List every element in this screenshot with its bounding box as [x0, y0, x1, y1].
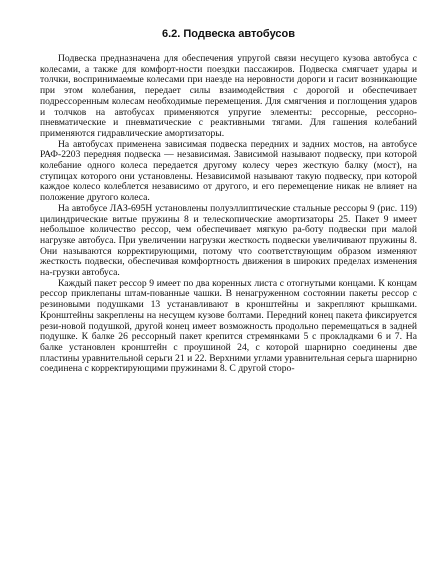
section-title: 6.2. Подвеска автобусов [161, 28, 296, 40]
paragraph-laz-springs: На автобусе ЛАЗ-695Н установлены полуэллиптические стальные рессоры 9 (рис. 119) цилиндрические витые пружины 8 и телескопические амортизаторы 25. Пакет 9 имеет небольшое количество рессор, чем обеспечивает мягкую ра-боту подвески при малой нагрузке автобуса. При увеличении нагрузки жесткость подвески увеличивают пружины 8. Они называются корректирующими, потому что соответствующим образом изменяют жесткость подвески, обеспечивая комфортность движения в широких пределах изменения на-грузки автобуса. [40, 202, 417, 279]
paragraph-intro: Подвеска предназначена для обеспечения упругой связи несущего кузова автобуса с колесами, а также для комфорт-ности поездки пассажиров. Подвеска смягчает удары и толчки, воспринимаемые колесами при наезде на неровности дороги и гасит возникающие при этом колебания, передает силы взаимодействия с дорогой и обеспечивает подрессоренным колесам необходимые перемещения. Для смягчения и поглощения ударов и толчков на автобусах применяются упругие элементы: рессорные, рессорно-пневматические и пневматические с реактивными тягами. Для гашения колебаний применяются гидравлические амортизаторы. [40, 53, 417, 139]
paragraph-suspension-types: На автобусах применена зависимая подвеска передних и задних мостов, на автобусе РАФ-2203 передняя подвеска — независимая. Зависимой называют подвеску, при которой колебание одного колеса передается другому колесу через жесткую балку (мост), на ступицах которого они установлены. Независимой называют такую подвеску, при которой каждое колесо колеблется независимо от другого, и его перемещение никак не влияет на положение другого колеса. [40, 138, 417, 204]
paragraph-spring-pack: Каждый пакет рессор 9 имеет по два коренных листа с отогнутыми концами. К концам рессор приклепаны штам-пованные чашки. В ненагруженном состоянии пакеты рессор с резиновыми подушками 13 устанавливают в кронштейны и закрепляют крышками. Кронштейны закреплены на несущем кузове болтами. Передний конец пакета фиксируется рези-новой подушкой, другой конец имеет возможность продольно перемещаться в задней подушке. К балке 26 рессорный пакет крепится стремянками 5 с прокладками 6 и 7. На балке установлен кронштейн с проушиной 24, с которой шарнирно соединены две пластины уравнительной серьги 21 и 22. Верхними углами уравнительная серьга шарнирно соединена с корректирующими пружинами 8. С другой сторо- [40, 277, 417, 375]
